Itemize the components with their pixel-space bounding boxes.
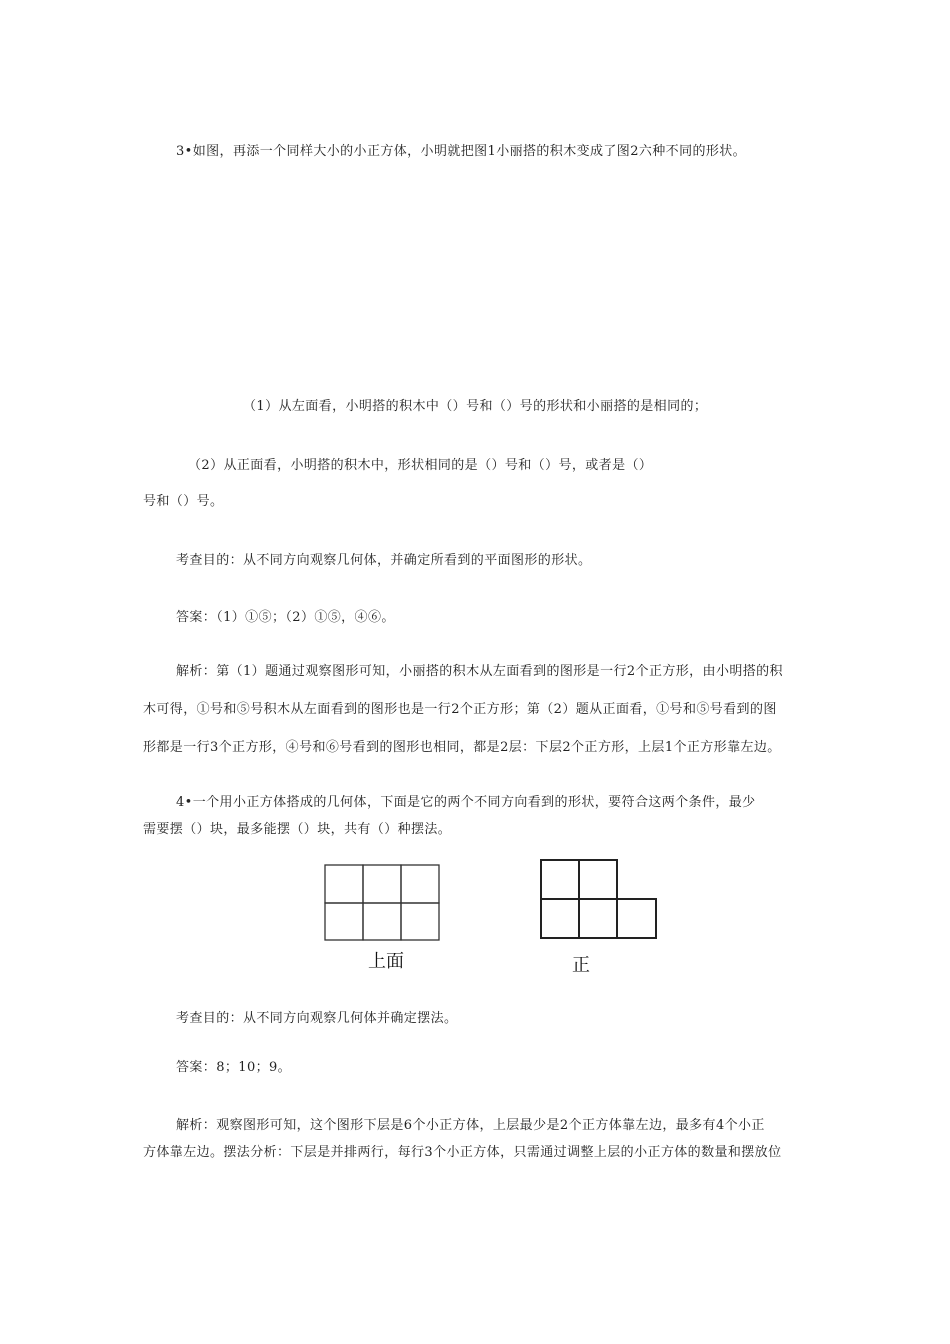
q4-purpose: 考查目的：从不同方向观察几何体并确定摆法。 <box>176 1011 458 1026</box>
front-view-cell <box>541 860 579 899</box>
front-view-cell <box>617 899 656 938</box>
front-view-label: 正 <box>572 955 590 976</box>
top-view-cell <box>401 903 439 940</box>
q3-intro: 3•如图，再添一个同样大小的小正方体，小明就把图1小丽搭的积木变成了图2六种不同的形状。 <box>176 144 747 159</box>
q4-intro-line1: 4•一个用小正方体搭成的几何体，下面是它的两个不同方向看到的形状，要符合这两个条件，最少 <box>176 795 756 810</box>
front-view-figure <box>540 859 660 941</box>
top-view-figure <box>324 864 442 942</box>
q4-analysis-line1: 解析：观察图形可知，这个图形下层是6个小正方体，上层最少是2个正方体靠左边，最多有4个小正 <box>176 1118 765 1133</box>
q3-sub2-line2: 号和（）号。 <box>143 494 224 509</box>
top-view-label: 上面 <box>368 951 404 972</box>
q3-answer: 答案：（1）①⑤；（2）①⑤，④⑥。 <box>176 610 395 625</box>
q4-answer: 答案：8；10；9。 <box>176 1060 292 1075</box>
front-view-label-clip <box>572 955 596 976</box>
q3-sub1: （1）从左面看，小明搭的积木中（）号和（）号的形状和小丽搭的是相同的； <box>243 399 708 414</box>
top-view-cell <box>325 865 363 903</box>
q3-analysis-line1: 解析：第（1）题通过观察图形可知，小丽搭的积木从左面看到的图形是一行2个正方形，由小明搭的积 <box>176 664 783 679</box>
q3-analysis-line3: 形都是一行3个正方形，④号和⑥号看到的图形也相同，都是2层：下层2个正方形，上层1个正方形靠左边。 <box>143 740 781 755</box>
q3-analysis-line2: 木可得，①号和⑤号积木从左面看到的图形也是一行2个正方形；第（2）题从正面看，①号和⑤号看到的图 <box>143 702 777 717</box>
front-view-cell <box>579 899 617 938</box>
q3-purpose: 考查目的：从不同方向观察几何体，并确定所看到的平面图形的形状。 <box>176 553 592 568</box>
front-view-cell <box>541 899 579 938</box>
q3-sub2-line1: （2）从正面看，小明搭的积木中，形状相同的是（）号和（）号，或者是（） <box>188 458 653 473</box>
top-view-cell <box>325 903 363 940</box>
top-view-cell <box>363 865 401 903</box>
q4-intro-line2: 需要摆（）块，最多能摆（）块，共有（）种摆法。 <box>143 822 452 837</box>
front-view-cell <box>579 860 617 899</box>
q4-analysis-line2: 方体靠左边。摆法分析：下层是并排两行，每行3个小正方体，只需通过调整上层的小正方体的数量和摆放位 <box>143 1145 782 1160</box>
top-view-cell <box>363 903 401 940</box>
top-view-cell <box>401 865 439 903</box>
